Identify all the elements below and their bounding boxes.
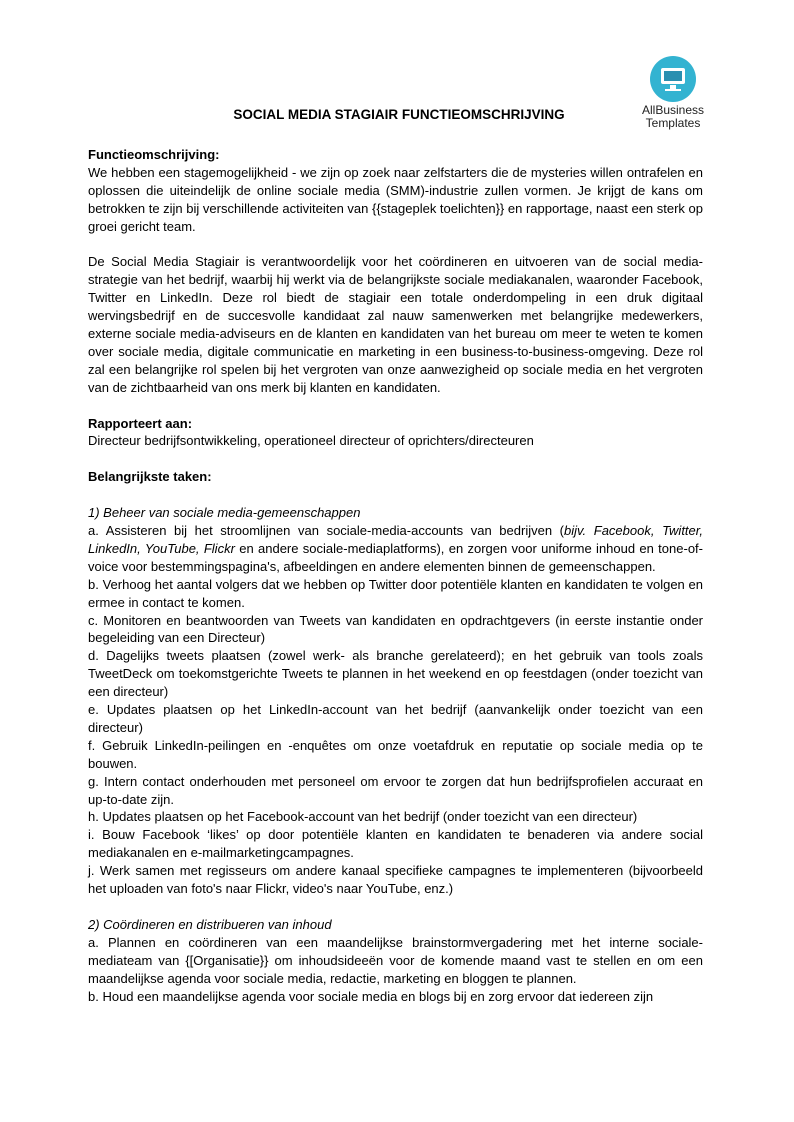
task-1a-text: a. Assisteren bij het stroomlijnen van sociale-media-accounts van bedrijven ( [88,522,564,538]
description-heading: Functieomschrijving: [88,147,220,162]
task-1j: j. Werk samen met regisseurs om andere kanaal specifieke campagnes te implementeren (bijvoorbeeld het uploaden van foto's naar Flickr, video's naar YouTube, enz.) [88,863,703,897]
tasks-heading: Belangrijkste taken: [88,469,212,485]
task-2b: b. Houd een maandelijkse agenda voor sociale media en blogs bij en zorg ervoor dat iedereen zijn [88,988,654,1004]
group-2-heading: 2) Coördineren en distribueren van inhoud [88,916,332,932]
task-1c: c. Monitoren en beantwoorden van Tweets van kandidaten en opdrachtgevers (in eerste instantie onder begeleiding van een Directeur) [88,612,703,646]
task-1d: d. Dagelijks tweets plaatsen (zowel werk- als branche gerelateerd); en het gebruik van tools zoals TweetDeck om toekomstgerichte Tweets te plannen in het weekend en op feestdagen (onder toezicht van een directeur) [88,648,703,700]
task-1a-text-end: en andere sociale-mediaplatforms), en zorgen voor uniforme inhoud en tone-of-voice voor bestemmingspagina's, afbeeldingen en andere elementen binnen de gemeenschappen. [88,540,703,574]
task-1i: i. Bouw Facebook ‘likes’ op door potentiële klanten en kandidaten te benaderen via andere social mediakanalen en e-mailmarketingcampagnes. [88,827,703,861]
task-2a: a. Plannen en coördineren van een maandelijkse brainstormvergadering met het interne sociale-mediateam van {[Organisatie}} om inhoudsideeën voor de komende maand vast te stellen en om een maandelijkse agenda voor sociale media, redactie, marketing en bloggen te plannen. [88,934,703,986]
logo-line-2: Templates [645,116,701,130]
reports-text: Directeur bedrijfsontwikkeling, operationeel directeur of oprichters/directeuren [88,433,534,449]
logo-line-1: AllBusiness [641,103,705,117]
reports-heading: Rapporteert aan: [88,415,193,431]
task-1f: f. Gebruik LinkedIn-peilingen en -enquêtes om onze voetafdruk en reputatie op sociale media op te bouwen. [88,737,703,771]
description-paragraph-2: De Social Media Stagiair is verantwoordelijk voor het coördineren en uitvoeren van de social media-strategie van het bedrijf, waarbij hij werkt via de belangrijkste sociale mediakanalen, waaronder Facebook, Twitter en LinkedIn. Deze rol biedt de stagiair een totale onderdompeling in een druk digitaal wervingsbedrijf en de succesvolle kandidaat zal nauw samenwerken met belangrijke medewerkers, externe sociale media-adviseurs en de klanten en kandidaten van het bureau om meer te weten te komen over sociale media, digitale communicatie en marketing in een business-to-business-omgeving. Deze rol zal een belangrijke rol spelen bij het vergroten van onze aanwezigheid op sociale media en het vergroten van de zichtbaarheid van ons merk bij klanten en kandidaten. [88,254,703,395]
monitor-icon [650,56,696,102]
document-body [88,146,703,1005]
task-1a-platforms: bijv. Facebook, Twitter, LinkedIn, YouTube, Flickr [88,522,703,556]
task-1b: b. Verhoog het aantal volgers dat we hebben op Twitter door potentiële klanten en kandidaten te volgen en ermee in contact te komen. [88,576,703,610]
document-title: SOCIAL MEDIA STAGIAIR FUNCTIEOMSCHRIJVING [233,107,565,122]
task-1g: g. Intern contact onderhouden met personeel om ervoor te zorgen dat hun bedrijfsprofielen accuraat en up-to-date zijn. [88,773,703,807]
group-1-heading: 1) Beheer van sociale media-gemeenschappen [88,505,361,521]
task-1e: e. Updates plaatsen op het LinkedIn-account van het bedrijf (aanvankelijk onder toezicht van een directeur) [88,702,703,735]
task-1h: h. Updates plaatsen op het Facebook-account van het bedrijf (onder toezicht van een directeur) [88,809,638,825]
task-1a [88,522,703,576]
description-paragraph-1: We hebben een stagemogelijkheid - we zijn op zoek naar zelfstarters die de mysteries willen ontrafelen en oplossen die uiteindelijk de online sociale media (SMM)-industrie zullen vormen. Je krijgt de kans om betrokken te zijn bij verschillende activiteiten van {{stageplek toelichten}} en rapportage, naast een sterk op groei gericht team. [88,164,704,234]
